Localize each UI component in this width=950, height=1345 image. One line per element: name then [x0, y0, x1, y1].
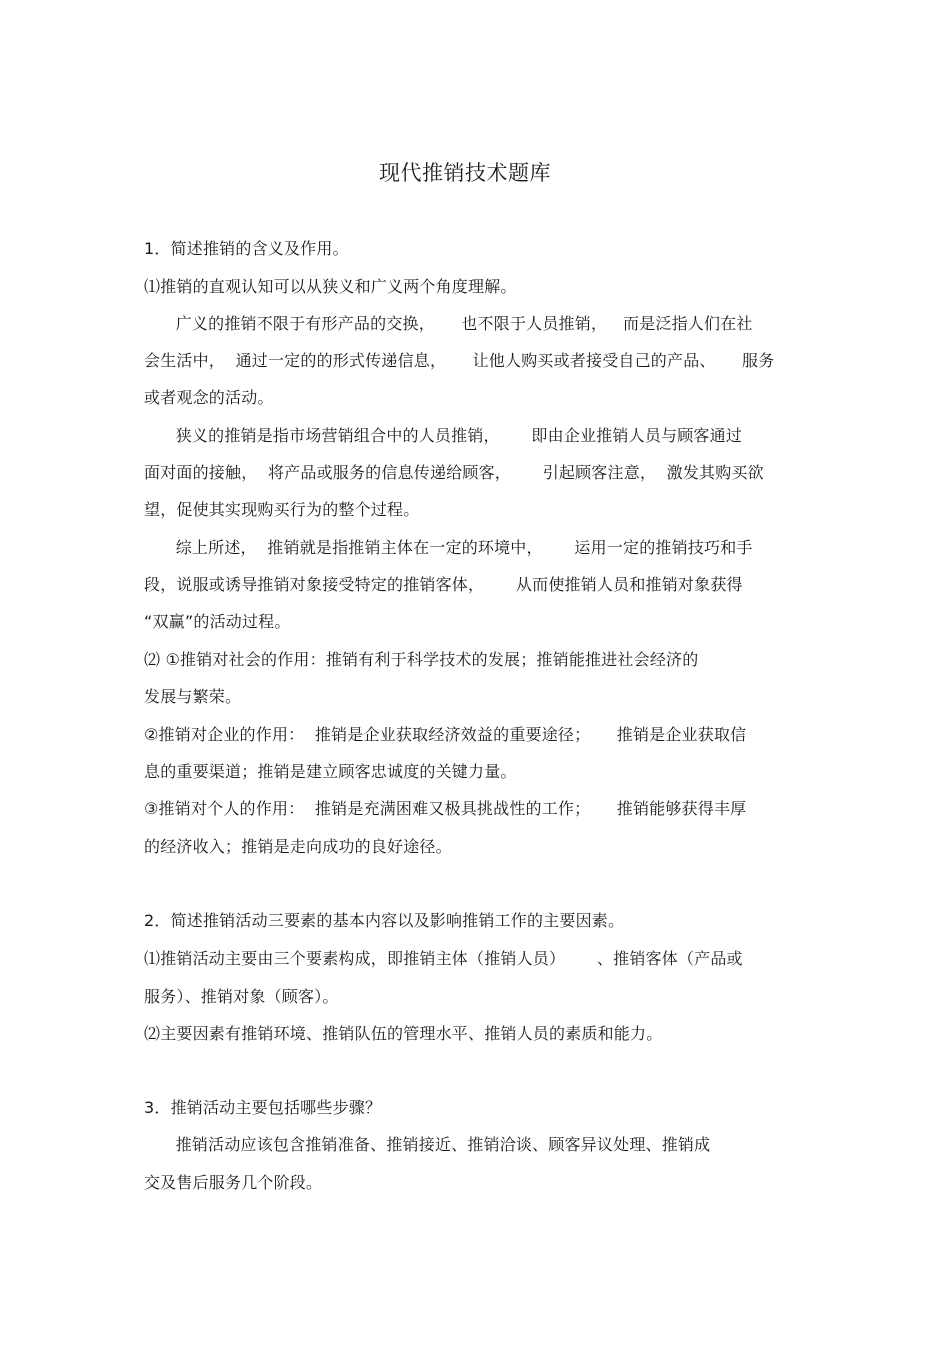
answer-line: 广义的推销不限于有形产品的交换， 也不限于人员推销， 而是泛指人们在社: [144, 314, 753, 333]
answer-line: 的经济收入；推销是走向成功的良好途径。: [144, 837, 452, 856]
answer-line: 息的重要渠道；推销是建立顾客忠诚度的关键力量。: [144, 762, 517, 781]
answer-line: 望，促使其实现购买行为的整个过程。: [144, 500, 420, 519]
answer-line: ⑵ ①推销对社会的作用：推销有利于科学技术的发展；推销能推进社会经济的: [144, 650, 699, 669]
answer-line: 会生活中， 通过一定的的形式传递信息， 让他人购买或者接受自己的产品、 服务: [144, 351, 775, 370]
answer-line: 交及售后服务几个阶段。: [144, 1173, 323, 1192]
answer-line: 面对面的接触， 将产品或服务的信息传递给顾客， 引起顾客注意， 激发其购买欲: [144, 463, 764, 482]
answer-line: 服务）、推销对象（顾客）。: [144, 987, 339, 1006]
answer-line: 发展与繁荣。: [144, 687, 242, 706]
question-1-heading: 1．简述推销的含义及作用。: [144, 239, 349, 258]
answer-line: 综上所述， 推销就是指推销主体在一定的环境中， 运用一定的推销技巧和手: [144, 538, 753, 557]
page-title: 现代推销技术题库: [379, 161, 551, 185]
question-3-heading: 3．推销活动主要包括哪些步骤？: [144, 1098, 382, 1117]
answer-line: 狭义的推销是指市场营销组合中的人员推销， 即由企业推销人员与顾客通过: [144, 426, 743, 445]
answer-line: ⑴推销活动主要由三个要素构成，即推销主体（推销人员） 、推销客体（产品或: [144, 949, 743, 968]
answer-line: 推销活动应该包含推销准备、推销接近、推销洽谈、顾客异议处理、推销成: [144, 1135, 711, 1154]
question-2-heading: 2．简述推销活动三要素的基本内容以及影响推销工作的主要因素。: [144, 911, 625, 930]
answer-line: ②推销对企业的作用： 推销是企业获取经济效益的重要途径； 推销是企业获取信: [144, 725, 747, 744]
answer-line: 段，说服或诱导推销对象接受特定的推销客体， 从而使推销人员和推销对象获得: [144, 575, 743, 594]
answer-line: ⑵主要因素有推销环境、推销队伍的管理水平、推销人员的素质和能力。: [144, 1024, 663, 1043]
answer-line: ⑴推销的直观认知可以从狭义和广义两个角度理解。: [144, 277, 517, 296]
answer-line: “双赢”的活动过程。: [144, 612, 291, 631]
answer-line: ③推销对个人的作用： 推销是充满困难又极具挑战性的工作； 推销能够获得丰厚: [144, 799, 747, 818]
answer-line: 或者观念的活动。: [144, 388, 274, 407]
